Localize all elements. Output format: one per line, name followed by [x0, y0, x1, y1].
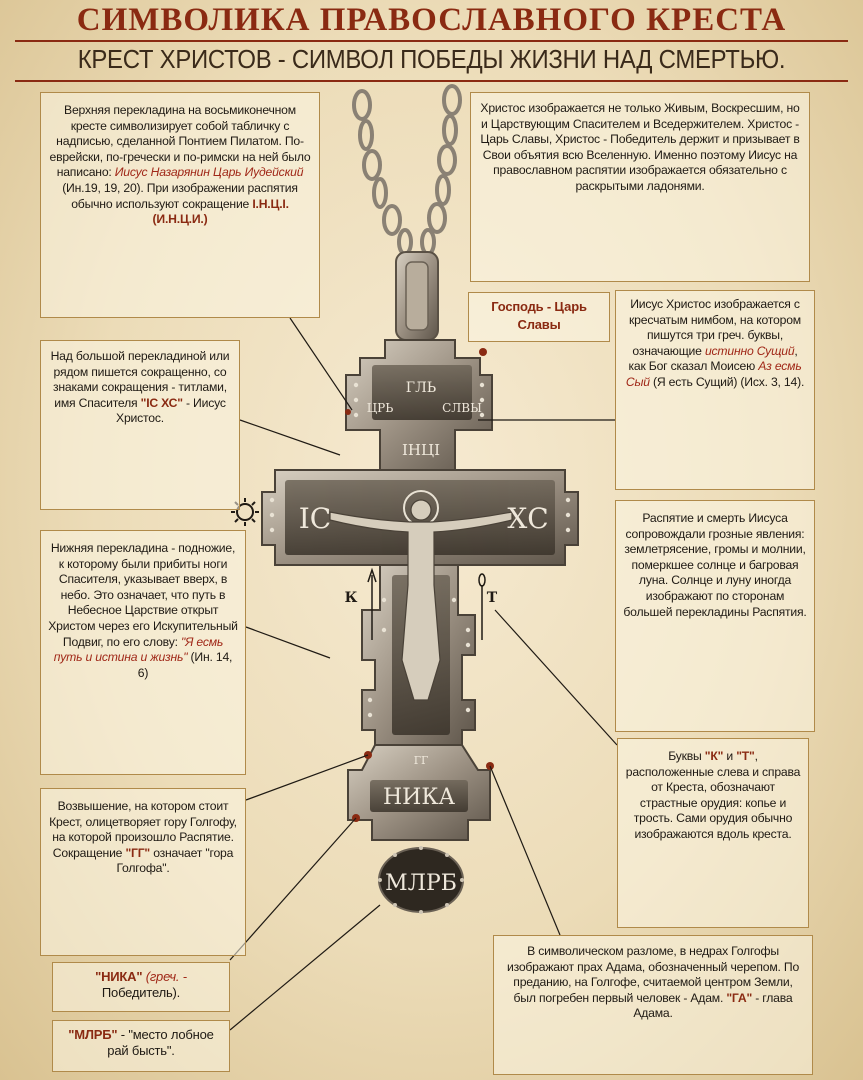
- king-of-glory-text: Христос изображается не только Живым, Воскресшим, но и Царствующим Спасителем и Вседержителем. Христос - Царь Славы, Христос - Победитель держит и призывает в Свои объятия всю Вселенную. Именно поэтому Иисус на православном распятии изображается обязательно с раскрытыми ладонями.: [480, 101, 800, 193]
- box-ic-xc: [40, 340, 240, 510]
- nika-word: "НИКА": [95, 969, 143, 984]
- cross-letters-inci: ІНЦІ: [401, 441, 441, 459]
- box-lord: [468, 292, 610, 342]
- nimbus-text-2: , как Бог сказал Моисею: [628, 343, 798, 374]
- ic-xc-text-2: - Иисус Христос.: [116, 395, 226, 426]
- cross-letters-crb: ЦРЬ: [366, 401, 394, 415]
- nimbus-text: Иисус Христос изображается с кресчатым нимбом, на котором пишутся три греч. буквы, означающие: [629, 297, 801, 358]
- nimbus-text-3: (Я есть Сущий) (Исх. 3, 14).: [649, 374, 805, 389]
- cross-letters-xc: ХС: [507, 502, 549, 535]
- box-footrest: [40, 530, 246, 775]
- kt-and: и: [723, 749, 737, 763]
- kt-t: "Т": [736, 749, 755, 763]
- titulus-abbreviation: І.Н.Ц.І. (И.Н.Ц.И.): [152, 196, 289, 227]
- adam-ga: "ГА": [726, 990, 753, 1005]
- page-subtitle: КРЕСТ ХРИСТОВ - СИМВОЛ ПОБЕДЫ ЖИЗНИ НАД СМЕРТЬЮ.: [77, 44, 786, 74]
- golgotha-text: Возвышение, на котором стоит Крест, олицетворяет гору Голгофу, на которой произошло Распятие. Сокращение: [49, 799, 237, 860]
- box-nimbus: [615, 290, 815, 490]
- adam-text: В символическом разломе, в недрах Голгофы изображают прах Адама, обозначенный черепом. По преданию, на Голгофе, считаемой центром Земли, был погребен первый человек - Адам.: [506, 944, 800, 1005]
- box-adam: [493, 935, 813, 1075]
- cross-letters-mlrb: МЛРБ: [385, 871, 457, 896]
- kt-text-2: , расположенные слева и справа от Креста, обозначают страстные орудия: копье и трость. Сами орудия обычно изображаются вдоль креста.: [625, 749, 801, 841]
- cross-letters-nika: НИКА: [382, 785, 456, 810]
- footrest-quote: "Я есмь путь и истина и жизнь": [53, 634, 224, 665]
- kt-k: "К": [704, 749, 724, 763]
- cross-letters-glb: ГЛЬ: [405, 380, 437, 396]
- golgotha-gg: "ГГ": [125, 845, 151, 860]
- golgotha-text-2: означает "гора Голгофа".: [116, 845, 234, 876]
- box-eclipse: [615, 500, 815, 732]
- footrest-ref: (Ин. 14, 6): [137, 650, 233, 680]
- moon-symbol: [596, 502, 606, 522]
- letter-t: Т: [486, 590, 498, 606]
- page-title: СИМВОЛИКА ПРАВОСЛАВНОГО КРЕСТА: [76, 2, 787, 38]
- box-k-t: [617, 738, 809, 928]
- eclipse-text: Распятие и смерть Иисуса сопровождали грозные явления: землетрясение, громы и молнии, померкшее солнце и багровая луна. Солнце и луну иногда изображают по сторонам большей перекладины Распятия.: [623, 511, 807, 619]
- letter-k: К: [344, 590, 358, 606]
- ic-xc-abbrev: "ІС ХС": [140, 395, 183, 410]
- box-king-of-glory: [470, 92, 810, 282]
- footrest-text: Нижняя перекладина - подножие, к которому были прибиты ноги Спасителя, указывает вверх, в небо. Это означает, что путь в Небесное Царствие открыт Христом через его Искупительный Подвиг, по его слову:: [48, 541, 238, 649]
- titulus-inscription: Иисус Назарянин Царь Иудейский: [114, 165, 304, 180]
- chain: [354, 86, 460, 254]
- nimbus-italic-2: Аз есмь Сый: [625, 359, 802, 389]
- cross-letters-slvy: СЛВЫ: [442, 401, 482, 415]
- box-nika: [52, 962, 230, 1012]
- box-mlrb: [52, 1020, 230, 1072]
- cross-letters-gg: ГГ: [413, 754, 429, 767]
- cross-letters-ic: ІС: [298, 502, 332, 535]
- reed-symbol: [479, 574, 485, 640]
- nika-meaning: Победитель).: [101, 984, 181, 1000]
- mlrb-meaning: - "место лобное рай бысть".: [107, 1027, 214, 1058]
- adam-text-2: - глава Адама.: [633, 990, 793, 1021]
- box-titulus: [40, 92, 320, 318]
- nimbus-italic-1: истинно Сущий: [704, 343, 795, 358]
- mlrb-word: "МЛРБ": [68, 1027, 118, 1042]
- lord-text: Господь - Царь Славы: [491, 299, 587, 332]
- titulus-text-2: (Ин.19, 19, 20). При изображении распятия обычно используют сокращение: [62, 180, 298, 211]
- ic-xc-text: Над большой перекладиной или рядом пишется сокращенно, со знаками сокращения - титлами, имя Спасителя: [50, 349, 230, 410]
- nika-lang: (греч. -: [142, 969, 187, 984]
- kt-text: Буквы: [668, 749, 705, 763]
- titulus-text: Верхняя перекладина на восьмиконечном кресте символизирует собой табличку с надписью, сделанной Понтием Пилатом. По-еврейски, по-гречески и по-римски на ней было написано:: [49, 103, 311, 180]
- box-golgotha: [40, 788, 246, 956]
